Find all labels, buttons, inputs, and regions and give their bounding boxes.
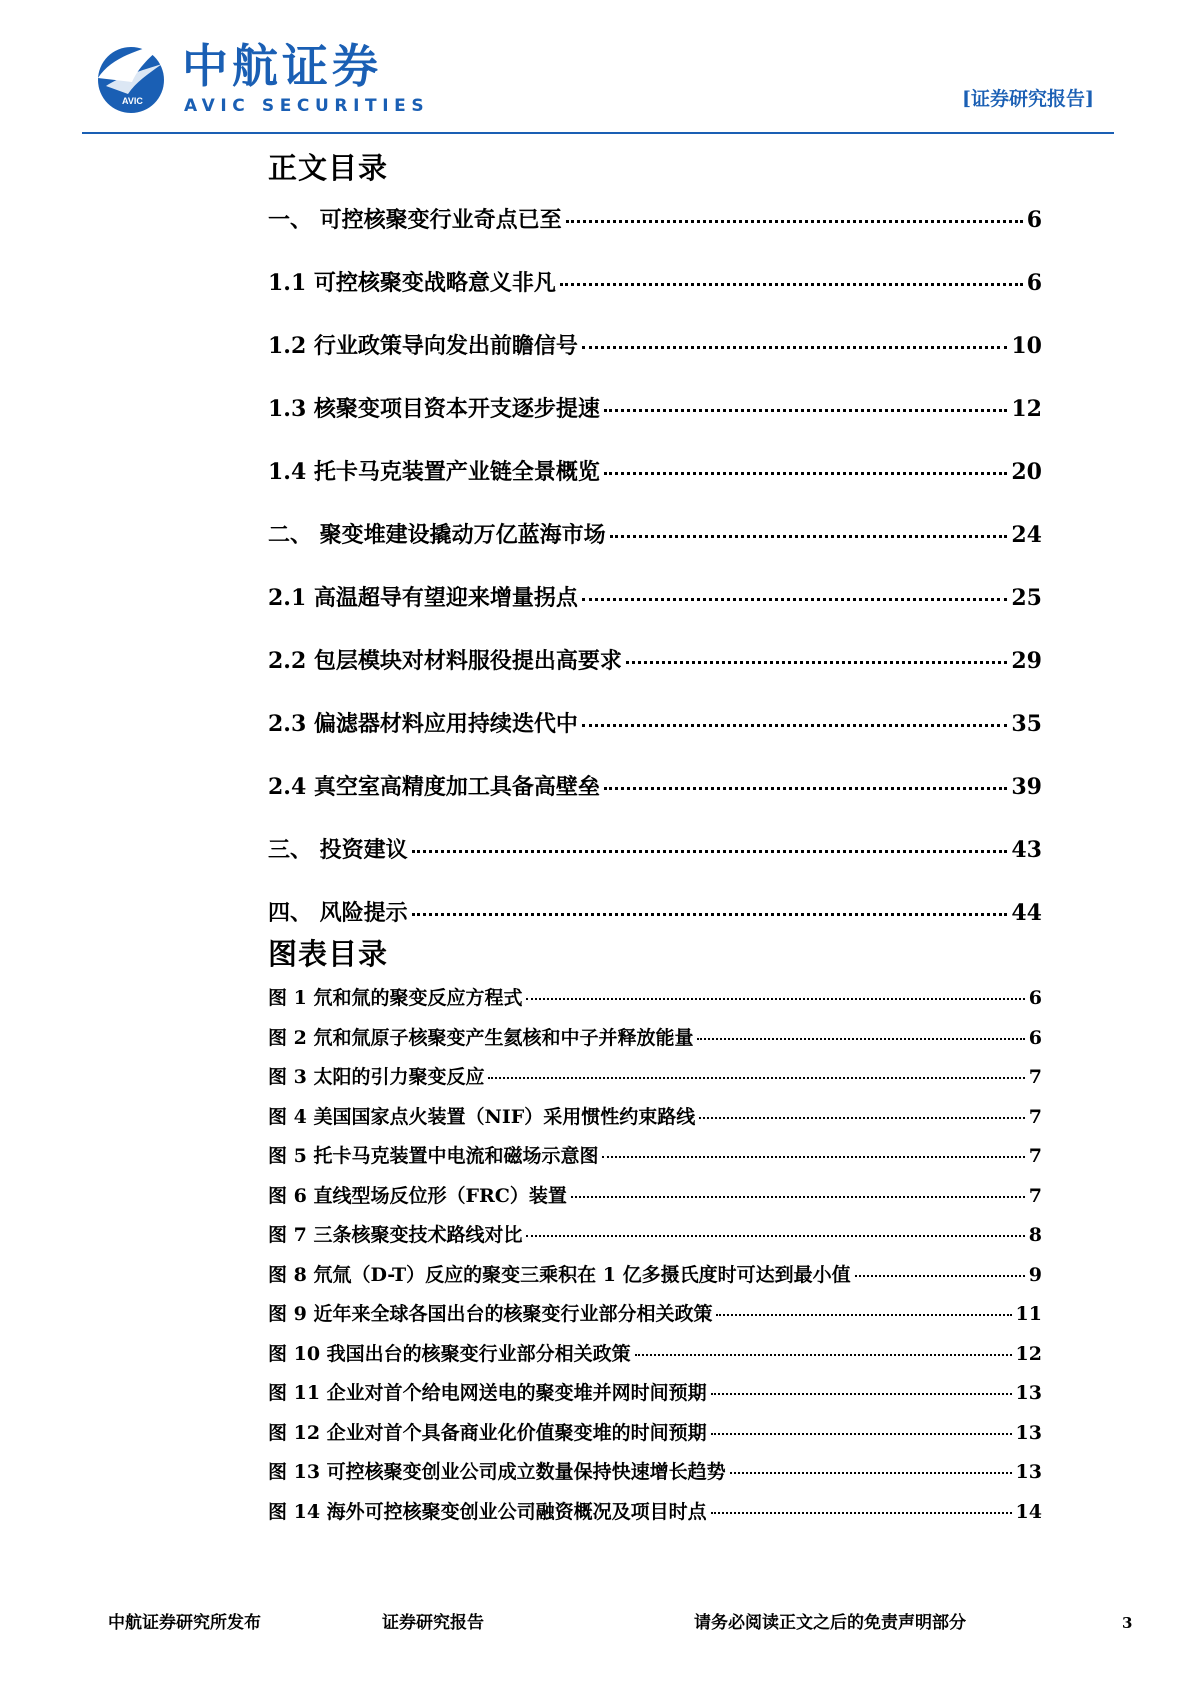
figure-toc-title: 图表目录 — [268, 937, 389, 971]
figure-toc-entry-page: 6 — [1028, 1026, 1042, 1049]
toc-entry-label: 二、 聚变堆建设撬动万亿蓝海市场 — [268, 522, 606, 548]
dot-leader — [412, 828, 1008, 853]
figure-toc-entry-label: 图 13 可控核聚变创业公司成立数量保持快速增长趋势 — [268, 1461, 726, 1483]
toc-entry[interactable] — [268, 832, 1042, 895]
dot-leader — [582, 324, 1007, 349]
figure-toc-entry-page: 6 — [1028, 987, 1042, 1009]
figure-toc-entry-page: 13 — [1015, 1461, 1042, 1483]
figure-toc-entry[interactable] — [268, 1181, 1042, 1221]
figure-toc-entry-page: 8 — [1028, 1224, 1042, 1246]
toc-entry[interactable] — [268, 643, 1042, 706]
toc-entry-label: 1.4 托卡马克装置产业链全景概览 — [268, 459, 600, 485]
figure-toc-entry-page: 12 — [1015, 1342, 1042, 1365]
logo-chinese-name: 中航证券 — [182, 39, 382, 93]
toc-entry-label: 2.4 真空室高精度加工具备高壁垒 — [268, 774, 600, 800]
footer-report-type: 证券研究报告 — [382, 1613, 484, 1633]
figure-toc-entry-label: 图 11 企业对首个给电网送电的聚变堆并网时间预期 — [268, 1382, 707, 1404]
figure-toc-entry[interactable] — [268, 1497, 1042, 1537]
figure-toc-entry-label: 图 4 美国国家点火装置（NIF）采用惯性约束路线 — [268, 1105, 696, 1128]
dot-leader — [488, 1058, 1024, 1079]
figure-toc-entry[interactable] — [268, 1339, 1042, 1379]
toc-entry-page: 43 — [1011, 837, 1042, 863]
dot-leader — [566, 198, 1023, 223]
toc-entry-label: 四、 风险提示 — [268, 900, 408, 926]
figure-toc-entry[interactable] — [268, 1062, 1042, 1102]
toc-entry-label: 2.2 包层模块对材料服役提出高要求 — [268, 648, 622, 674]
toc-entry-label: 1.2 行业政策导向发出前瞻信号 — [268, 333, 578, 359]
toc-entry[interactable] — [268, 580, 1042, 643]
toc-entry-label: 2.1 高温超导有望迎来增量拐点 — [268, 585, 578, 611]
dot-leader — [582, 702, 1007, 727]
footer-disclaimer: 请务必阅读正文之后的免责声明部分 — [694, 1613, 966, 1633]
figure-toc-entry-page: 14 — [1015, 1500, 1042, 1523]
figure-toc-entry[interactable] — [268, 1102, 1042, 1142]
toc-entry[interactable] — [268, 391, 1042, 454]
figure-toc-entry[interactable] — [268, 1220, 1042, 1260]
figure-toc-entry-label: 图 7 三条核聚变技术路线对比 — [268, 1224, 523, 1246]
dot-leader — [526, 1216, 1024, 1237]
toc-entry-page: 10 — [1011, 333, 1042, 359]
figure-toc-entry-label: 图 10 我国出台的核聚变行业部分相关政策 — [268, 1342, 631, 1365]
dot-leader — [604, 387, 1007, 412]
figure-toc-entry-label: 图 1 氘和氚的聚变反应方程式 — [268, 987, 523, 1009]
dot-leader — [610, 513, 1008, 538]
avic-logo-icon — [92, 38, 170, 116]
figure-toc-entry[interactable] — [268, 1141, 1042, 1181]
figure-toc-entry-label: 图 3 太阳的引力聚变反应 — [268, 1066, 485, 1088]
page-header — [0, 0, 1190, 140]
dot-leader — [526, 979, 1024, 1000]
toc-entry-page: 24 — [1011, 522, 1042, 548]
toc-entry-label: 三、 投资建议 — [268, 837, 408, 863]
dot-leader — [716, 1295, 1011, 1316]
toc-entry-page: 44 — [1011, 900, 1042, 926]
toc-entry[interactable] — [268, 517, 1042, 580]
toc-entry-label: 1.3 核聚变项目资本开支逐步提速 — [268, 396, 600, 422]
dot-leader — [730, 1453, 1012, 1474]
figure-toc-entry[interactable] — [268, 1378, 1042, 1418]
logo-english-name: AVIC SECURITIES — [184, 96, 430, 116]
svg-text:AVIC: AVIC — [122, 96, 143, 106]
toc-entry-page: 25 — [1011, 585, 1042, 611]
toc-entry-page: 20 — [1011, 459, 1042, 485]
dot-leader — [711, 1414, 1012, 1435]
figure-toc-list — [268, 983, 1042, 1536]
toc-entry[interactable] — [268, 769, 1042, 832]
toc-entry-label: 一、 可控核聚变行业奇点已至 — [268, 207, 562, 233]
toc-entry-page: 29 — [1011, 648, 1042, 674]
toc-entry[interactable] — [268, 454, 1042, 517]
footer-publisher: 中航证券研究所发布 — [108, 1613, 261, 1633]
figure-toc-entry-label: 图 6 直线型场反位形（FRC）装置 — [268, 1184, 567, 1207]
header-report-type: [证券研究报告] — [962, 88, 1094, 110]
toc-entry-page: 12 — [1011, 396, 1042, 422]
dot-leader — [855, 1256, 1025, 1277]
dot-leader — [604, 450, 1007, 475]
dot-leader — [711, 1493, 1012, 1514]
toc-entry-label: 1.1 可控核聚变战略意义非凡 — [268, 270, 556, 296]
header-divider — [82, 132, 1114, 134]
figure-toc-entry[interactable] — [268, 1023, 1042, 1063]
figure-toc-entry-page: 7 — [1028, 1066, 1042, 1088]
figure-toc-entry-page: 9 — [1028, 1263, 1042, 1286]
dot-leader — [711, 1374, 1012, 1395]
page-footer — [0, 1608, 1190, 1648]
figure-toc-entry-page: 13 — [1015, 1382, 1042, 1404]
dot-leader — [604, 765, 1007, 790]
toc-entry-page: 6 — [1026, 270, 1042, 296]
figure-toc-entry-page: 7 — [1028, 1105, 1042, 1128]
dot-leader — [602, 1137, 1024, 1158]
figure-toc-entry-page: 13 — [1015, 1421, 1042, 1444]
dot-leader — [560, 261, 1023, 286]
toc-entry[interactable] — [268, 706, 1042, 769]
dot-leader — [626, 639, 1007, 664]
main-toc-list — [268, 202, 1042, 958]
figure-toc-entry[interactable] — [268, 1260, 1042, 1300]
figure-toc-entry[interactable] — [268, 1299, 1042, 1339]
toc-entry[interactable] — [268, 328, 1042, 391]
footer-page-number: 3 — [1122, 1614, 1133, 1632]
dot-leader — [697, 1019, 1024, 1040]
figure-toc-entry[interactable] — [268, 983, 1042, 1023]
main-toc-title: 正文目录 — [268, 151, 389, 185]
figure-toc-entry-label: 图 12 企业对首个具备商业化价值聚变堆的时间预期 — [268, 1421, 707, 1444]
figure-toc-entry-label: 图 8 氘氚（D-T）反应的聚变三乘积在 1 亿多摄氏度时可达到最小值 — [268, 1263, 851, 1286]
figure-toc-entry-label: 图 14 海外可控核聚变创业公司融资概况及项目时点 — [268, 1500, 707, 1523]
toc-entry[interactable] — [268, 202, 1042, 265]
dot-leader — [582, 576, 1007, 601]
dot-leader — [571, 1177, 1025, 1198]
figure-toc-entry-page: 7 — [1028, 1184, 1042, 1207]
toc-entry-label: 2.3 偏滤器材料应用持续迭代中 — [268, 711, 578, 737]
figure-toc-entry-page: 7 — [1028, 1145, 1042, 1167]
figure-toc-entry[interactable] — [268, 1418, 1042, 1458]
figure-toc-entry[interactable] — [268, 1457, 1042, 1497]
dot-leader — [412, 891, 1008, 916]
dot-leader — [699, 1098, 1025, 1119]
toc-entry-page: 6 — [1026, 207, 1042, 233]
figure-toc-entry-label: 图 9 近年来全球各国出台的核聚变行业部分相关政策 — [268, 1303, 713, 1325]
toc-entry[interactable] — [268, 265, 1042, 328]
toc-entry-page: 35 — [1011, 711, 1042, 737]
figure-toc-entry-page: 11 — [1015, 1303, 1042, 1325]
toc-entry-page: 39 — [1011, 774, 1042, 800]
figure-toc-entry-label: 图 5 托卡马克装置中电流和磁场示意图 — [268, 1145, 599, 1167]
dot-leader — [635, 1335, 1012, 1356]
figure-toc-entry-label: 图 2 氘和氚原子核聚变产生氦核和中子并释放能量 — [268, 1026, 694, 1049]
